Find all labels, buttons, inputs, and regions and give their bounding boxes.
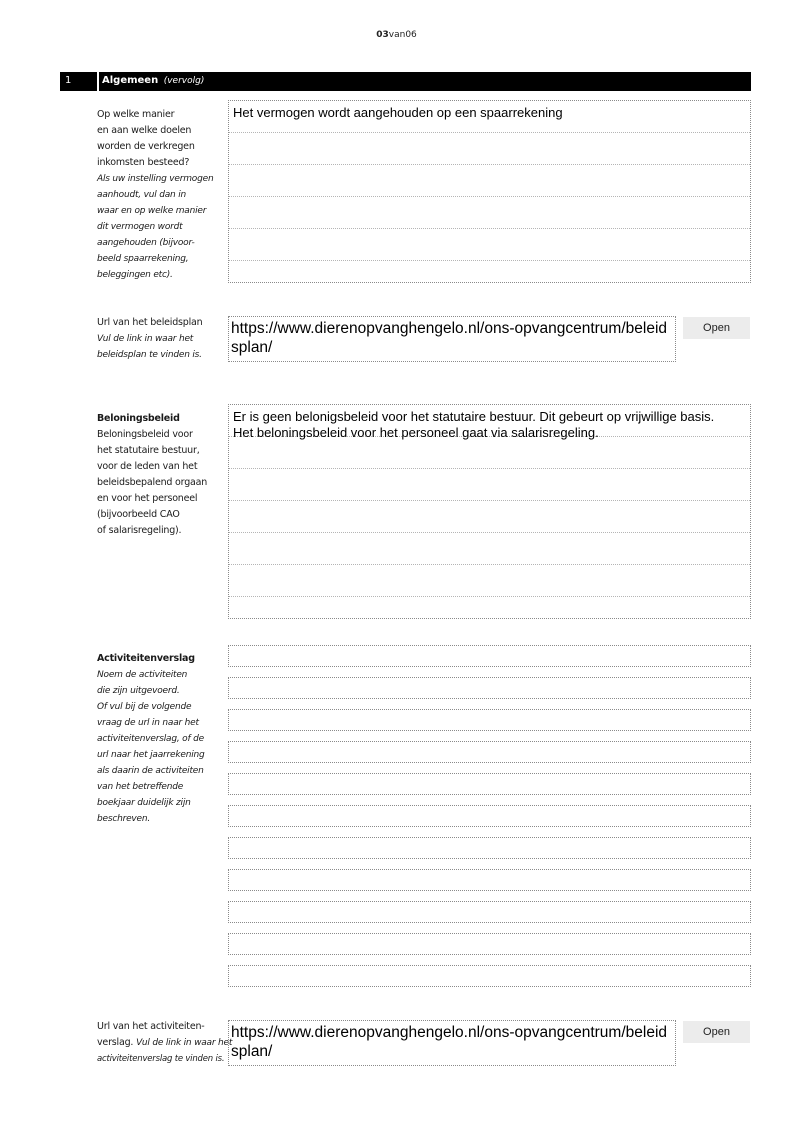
page-separator: van [388,30,406,40]
spending-label-line: en aan welke doelen [97,125,192,136]
activity-row-field[interactable] [228,677,751,699]
activity-url-hint-inline: Vul de link in waar het [136,1038,233,1048]
spending-hint-line: dit vermogen wordt [97,222,183,232]
section-header [60,72,751,91]
spending-hint-line: aangehouden (bijvoor- [97,238,195,248]
activity-url-label-line: Url van het activiteiten- [97,1021,205,1032]
activity-row-field[interactable] [228,741,751,763]
activity-row-field[interactable] [228,933,751,955]
section-subtitle: (vervolg) [163,76,205,86]
activity-row-field[interactable] [228,645,751,667]
remuneration-label-line: en voor het personeel [97,493,198,504]
activities-hint-line: van het betreffende [97,782,184,792]
policy-url-label [97,315,227,363]
activities-label [97,651,227,827]
remuneration-textarea[interactable] [228,404,751,619]
remuneration-label-line: voor de leden van het [97,461,198,472]
activities-hint-line: beschreven. [97,814,151,824]
activities-hint-line: Of vul bij de volgende [97,702,192,712]
activity-row-field[interactable] [228,869,751,891]
remuneration-label-line: of salarisregeling). [97,525,182,536]
activity-row-field[interactable] [228,805,751,827]
remuneration-label [97,411,227,539]
spending-label-line: inkomsten besteed? [97,157,190,168]
activities-hint-line: die zijn uitgevoerd. [97,686,180,696]
activity-row-field[interactable] [228,837,751,859]
spending-question-label [97,107,227,283]
spending-hint-line: waar en op welke manier [97,206,207,216]
section-title-text: Algemeen [102,75,159,86]
remuneration-value: Er is geen belonigsbeleid voor het statutaire bestuur. Dit gebeurt op vrijwillige basis. Het beloningsbeleid voor het personeel gaat via salarisregeling. [233,409,715,440]
page-number [0,30,793,40]
activity-row-field[interactable] [228,965,751,987]
activity-row-field[interactable] [228,709,751,731]
activity-url-value: https://www.dierenopvanghengelo.nl/ons-opvangcentrum/beleidsplan/ [231,1024,668,1060]
activity-url-label [97,1019,233,1067]
section-title [102,75,204,86]
remuneration-label-line: beleidsbepalend orgaan [97,477,208,488]
spending-hint-line: beleggingen etc). [97,270,173,280]
remuneration-label-line: (bijvoorbeeld CAO [97,509,180,520]
page-total: 06 [405,30,417,40]
section-number: 1 [65,75,72,86]
section-divider [97,72,99,91]
open-policy-url-button[interactable]: Open [683,317,750,339]
page-current: 03 [376,30,389,40]
activity-url-label2: verslag. [97,1037,134,1048]
remuneration-title: Beloningsbeleid [97,413,180,424]
activities-hint-line: boekjaar duidelijk zijn [97,798,191,808]
activity-row-field[interactable] [228,901,751,923]
spending-label-line: worden de verkregen [97,141,195,152]
spending-hint-line: aanhoudt, vul dan in [97,190,187,200]
activity-url-field[interactable] [228,1020,676,1066]
remuneration-label-line: Beloningsbeleid voor [97,429,193,440]
activity-url-hint-line: activiteitenverslag te vinden is. [97,1054,225,1064]
policy-url-label-text: Url van het beleidsplan [97,317,203,328]
policy-url-field[interactable] [228,316,676,362]
spending-value: Het vermogen wordt aangehouden op een spaarrekening [233,105,563,120]
policy-url-hint-line: beleidsplan te vinden is. [97,350,202,360]
policy-url-hint-line: Vul de link in waar het [97,334,194,344]
open-activity-url-button[interactable]: Open [683,1021,750,1043]
activities-title: Activiteitenverslag [97,653,195,664]
activity-row-field[interactable] [228,773,751,795]
spending-textarea[interactable] [228,100,751,283]
activities-hint-line: als daarin de activiteiten [97,766,204,776]
spending-label-line: Op welke manier [97,109,175,120]
policy-url-value: https://www.dierenopvanghengelo.nl/ons-opvangcentrum/beleidsplan/ [231,320,668,356]
activity-url-label-line [97,1035,233,1051]
activities-hint-line: activiteitenverslag, of de [97,734,204,744]
activities-hint-line: vraag de url in naar het [97,718,199,728]
activities-hint-line: Noem de activiteiten [97,670,188,680]
activities-hint-line: url naar het jaarrekening [97,750,205,760]
spending-hint-line: Als uw instelling vermogen [97,174,214,184]
remuneration-label-line: het statutaire bestuur, [97,445,200,456]
spending-hint-line: beeld spaarrekening, [97,254,189,264]
